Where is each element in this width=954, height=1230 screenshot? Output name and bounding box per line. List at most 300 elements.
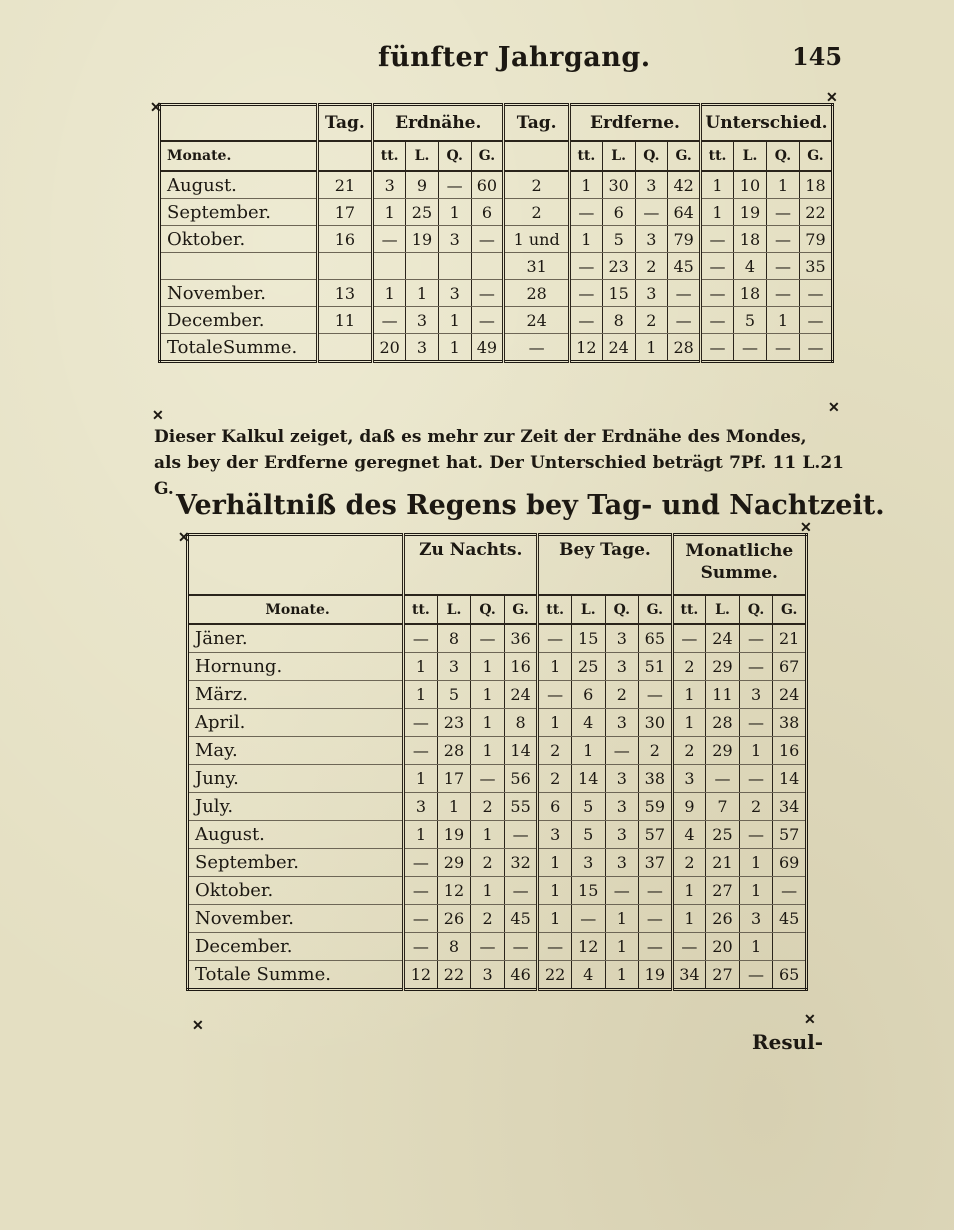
perigee-value-cell: 49 [471, 334, 504, 362]
unit-header: Q. [635, 141, 668, 171]
apogee-value-cell: — [569, 280, 602, 307]
col-header-day: Bey Tage. [538, 535, 672, 596]
unit-header: L. [437, 595, 471, 624]
unit-header: G. [668, 141, 701, 171]
night-value-cell: 1 [437, 793, 471, 821]
apogee-value-cell: 3 [635, 226, 668, 253]
perigee-value-cell: 1 [438, 334, 471, 362]
sum-value-cell: 65 [773, 961, 807, 990]
table-row [188, 765, 807, 793]
night-value-cell: 12 [437, 877, 471, 905]
day-value-cell: 3 [538, 821, 572, 849]
table-row [160, 334, 833, 362]
perigee-value-cell: 25 [406, 199, 439, 226]
difference-value-cell: 1 [766, 307, 799, 334]
table-unit-row [188, 595, 807, 624]
night-value-cell: 2 [471, 905, 505, 933]
sum-value-cell: — [773, 877, 807, 905]
day-value-cell: 1 [538, 849, 572, 877]
day-value-cell: 30 [639, 709, 673, 737]
day-cell: 2 [504, 171, 570, 199]
catchword: Resul- [752, 1030, 824, 1054]
day-cell: 13 [317, 280, 373, 307]
perigee-value-cell: 19 [406, 226, 439, 253]
sum-value-cell: 9 [672, 793, 706, 821]
sum-value-cell: 25 [706, 821, 740, 849]
apogee-value-cell: — [668, 307, 701, 334]
night-value-cell: 28 [437, 737, 471, 765]
sum-value-cell: 69 [773, 849, 807, 877]
day-value-cell: — [639, 681, 673, 709]
sum-value-cell: 2 [739, 793, 773, 821]
night-value-cell: 1 [471, 877, 505, 905]
night-value-cell: 56 [504, 765, 538, 793]
perigee-value-cell: 60 [471, 171, 504, 199]
day-value-cell: 6 [538, 793, 572, 821]
table-row [188, 681, 807, 709]
night-value-cell: 19 [437, 821, 471, 849]
night-value-cell: — [404, 877, 438, 905]
sum-value-cell: 21 [706, 849, 740, 877]
corner-cross-mark: ✕ [178, 530, 190, 546]
night-value-cell: 3 [471, 961, 505, 990]
unit-header: G. [471, 141, 504, 171]
sum-value-cell: — [739, 765, 773, 793]
month-cell: July. [188, 793, 404, 821]
month-cell: September. [160, 199, 318, 226]
night-value-cell: 8 [437, 624, 471, 653]
perigee-value-cell: 3 [406, 307, 439, 334]
perigee-value-cell [406, 253, 439, 280]
difference-value-cell: 35 [799, 253, 832, 280]
unit-header: Q. [438, 141, 471, 171]
difference-value-cell: 19 [734, 199, 767, 226]
apogee-value-cell: 15 [602, 280, 635, 307]
day-value-cell: 2 [538, 765, 572, 793]
day-value-cell: 1 [571, 737, 605, 765]
apogee-value-cell: 30 [602, 171, 635, 199]
night-value-cell: 1 [404, 681, 438, 709]
perigee-value-cell: 1 [438, 199, 471, 226]
day-value-cell: — [639, 905, 673, 933]
sum-value-cell: 4 [672, 821, 706, 849]
month-cell [160, 253, 318, 280]
sum-value-cell: 1 [672, 877, 706, 905]
month-cell: August. [160, 171, 318, 199]
day-value-cell: 12 [571, 933, 605, 961]
month-cell: December. [188, 933, 404, 961]
apogee-value-cell: 8 [602, 307, 635, 334]
sum-value-cell: 1 [672, 905, 706, 933]
difference-value-cell: — [799, 334, 832, 362]
day-value-cell: 5 [571, 821, 605, 849]
day-value-cell: 5 [571, 793, 605, 821]
table-row [160, 171, 833, 199]
day-value-cell: 65 [639, 624, 673, 653]
sum-value-cell: 1 [739, 737, 773, 765]
difference-value-cell: — [701, 307, 734, 334]
night-value-cell: 3 [404, 793, 438, 821]
day-cell: 1 und [504, 226, 570, 253]
day-night-rain-table [186, 533, 808, 991]
month-cell: März. [188, 681, 404, 709]
remark-line: Dieser Kalkul zeiget, daß es mehr zur Zeit der Erdnähe des Mondes, [154, 427, 807, 447]
apogee-value-cell: — [569, 307, 602, 334]
day-value-cell: 19 [639, 961, 673, 990]
unit-header: G. [504, 595, 538, 624]
sum-value-cell: 14 [773, 765, 807, 793]
sum-value-cell: 7 [706, 793, 740, 821]
night-value-cell: 2 [471, 793, 505, 821]
day-value-cell: 38 [639, 765, 673, 793]
day-value-cell: — [605, 737, 639, 765]
day-value-cell: 15 [571, 624, 605, 653]
col-header-monthly-sum: Monatliche Summe. [672, 535, 806, 596]
night-value-cell: 29 [437, 849, 471, 877]
apogee-value-cell: — [635, 199, 668, 226]
sum-value-cell: 2 [672, 849, 706, 877]
perigee-value-cell: 1 [438, 307, 471, 334]
table-row [188, 849, 807, 877]
difference-value-cell: 1 [701, 171, 734, 199]
remark-line: als bey der Erdferne geregnet hat. Der Unterschied beträgt 7Pf. 11 L.21 G. [154, 453, 844, 499]
page-number: 145 [792, 42, 843, 71]
apogee-value-cell: 45 [668, 253, 701, 280]
sum-value-cell: 29 [706, 653, 740, 681]
month-cell: August. [188, 821, 404, 849]
perigee-apogee-table [158, 103, 834, 363]
table-row [188, 933, 807, 961]
day-value-cell: — [571, 905, 605, 933]
night-value-cell: — [404, 905, 438, 933]
empty-cell [317, 141, 373, 171]
night-value-cell: 1 [404, 821, 438, 849]
day-value-cell: 14 [571, 765, 605, 793]
difference-value-cell: 18 [799, 171, 832, 199]
day-value-cell: 3 [605, 653, 639, 681]
table-header-row [160, 105, 833, 142]
sum-value-cell: 26 [706, 905, 740, 933]
day-value-cell: — [538, 933, 572, 961]
night-value-cell: 1 [404, 765, 438, 793]
sum-value-cell: 21 [773, 624, 807, 653]
night-value-cell: — [404, 624, 438, 653]
difference-value-cell: 4 [734, 253, 767, 280]
night-value-cell: 1 [471, 821, 505, 849]
month-cell: TotaleSumme. [160, 334, 318, 362]
perigee-value-cell: — [373, 307, 406, 334]
day-cell: 21 [317, 171, 373, 199]
unit-header: G. [799, 141, 832, 171]
table-corner-cell [160, 105, 318, 142]
night-value-cell: 8 [504, 709, 538, 737]
sum-value-cell: 57 [773, 821, 807, 849]
night-value-cell: — [504, 821, 538, 849]
night-value-cell: 14 [504, 737, 538, 765]
difference-value-cell: — [799, 307, 832, 334]
perigee-value-cell: 3 [438, 280, 471, 307]
sum-value-cell [773, 933, 807, 961]
apogee-value-cell: 2 [635, 253, 668, 280]
table-row [188, 905, 807, 933]
table-row [160, 226, 833, 253]
difference-value-cell: — [799, 280, 832, 307]
night-value-cell: 26 [437, 905, 471, 933]
day-value-cell: 2 [639, 737, 673, 765]
sum-value-cell: 27 [706, 877, 740, 905]
perigee-value-cell: 1 [373, 199, 406, 226]
day-cell [317, 334, 373, 362]
unit-header: Q. [739, 595, 773, 624]
corner-cross-mark: ✕ [804, 1012, 816, 1028]
perigee-value-cell [438, 253, 471, 280]
table-row [160, 280, 833, 307]
night-value-cell: 1 [404, 653, 438, 681]
difference-value-cell: — [701, 334, 734, 362]
night-value-cell: — [504, 877, 538, 905]
night-value-cell: 8 [437, 933, 471, 961]
running-title: fünfter Jahrgang. [378, 42, 651, 73]
sum-value-cell: 1 [672, 709, 706, 737]
sum-value-cell: 1 [739, 933, 773, 961]
difference-value-cell: 1 [766, 171, 799, 199]
sum-value-cell: 20 [706, 933, 740, 961]
perigee-value-cell [471, 253, 504, 280]
night-value-cell: 55 [504, 793, 538, 821]
day-value-cell: 1 [605, 933, 639, 961]
sum-value-cell: 28 [706, 709, 740, 737]
perigee-value-cell: 3 [373, 171, 406, 199]
day-value-cell: — [639, 933, 673, 961]
sum-value-cell: 1 [739, 849, 773, 877]
table-row [188, 821, 807, 849]
day-value-cell: 6 [571, 681, 605, 709]
day-value-cell: 1 [538, 905, 572, 933]
perigee-value-cell: — [471, 226, 504, 253]
day-value-cell: 59 [639, 793, 673, 821]
day-value-cell: 4 [571, 961, 605, 990]
unit-header: tt. [373, 141, 406, 171]
day-value-cell: 3 [605, 793, 639, 821]
apogee-value-cell: 1 [569, 171, 602, 199]
sum-value-cell: 1 [672, 681, 706, 709]
empty-cell [504, 141, 570, 171]
day-value-cell: 37 [639, 849, 673, 877]
unit-header: tt. [404, 595, 438, 624]
day-cell [317, 253, 373, 280]
night-value-cell: 17 [437, 765, 471, 793]
night-value-cell: 32 [504, 849, 538, 877]
sum-value-cell: 29 [706, 737, 740, 765]
day-value-cell: 1 [538, 709, 572, 737]
sum-value-cell: 2 [672, 653, 706, 681]
day-value-cell: 3 [605, 765, 639, 793]
month-cell: Oktober. [188, 877, 404, 905]
unit-header: L. [734, 141, 767, 171]
day-cell: 24 [504, 307, 570, 334]
day-value-cell: 3 [605, 709, 639, 737]
night-value-cell: — [404, 737, 438, 765]
table-row [188, 961, 807, 990]
table-row [188, 709, 807, 737]
apogee-value-cell: 3 [635, 171, 668, 199]
table-row [160, 307, 833, 334]
month-cell: May. [188, 737, 404, 765]
months-label: Monate. [160, 141, 318, 171]
night-value-cell: 46 [504, 961, 538, 990]
perigee-value-cell [373, 253, 406, 280]
difference-value-cell: 18 [734, 280, 767, 307]
perigee-value-cell: — [438, 171, 471, 199]
difference-value-cell: 18 [734, 226, 767, 253]
table-row [160, 253, 833, 280]
table-row [188, 737, 807, 765]
sum-value-cell: — [739, 653, 773, 681]
apogee-value-cell: 2 [635, 307, 668, 334]
day-value-cell: 2 [538, 737, 572, 765]
apogee-value-cell: 1 [569, 226, 602, 253]
apogee-value-cell: — [668, 280, 701, 307]
col-header-night: Zu Nachts. [404, 535, 538, 596]
difference-value-cell: 5 [734, 307, 767, 334]
month-cell: Jäner. [188, 624, 404, 653]
apogee-value-cell: 3 [635, 280, 668, 307]
sum-value-cell: 27 [706, 961, 740, 990]
month-cell: December. [160, 307, 318, 334]
night-value-cell: 24 [504, 681, 538, 709]
perigee-value-cell: — [373, 226, 406, 253]
night-value-cell: 16 [504, 653, 538, 681]
perigee-value-cell: 3 [406, 334, 439, 362]
difference-value-cell: — [701, 253, 734, 280]
unit-header: Q. [471, 595, 505, 624]
sum-value-cell: 24 [773, 681, 807, 709]
sum-value-cell: 34 [672, 961, 706, 990]
apogee-value-cell: 12 [569, 334, 602, 362]
apogee-value-cell: 42 [668, 171, 701, 199]
day-cell: 11 [317, 307, 373, 334]
perigee-value-cell: 3 [438, 226, 471, 253]
month-cell: September. [188, 849, 404, 877]
night-value-cell: 22 [437, 961, 471, 990]
col-header-day: Tag. [504, 105, 570, 142]
corner-cross-mark: ✕ [828, 400, 840, 416]
night-value-cell: — [404, 933, 438, 961]
day-cell: 2 [504, 199, 570, 226]
col-header-day: Tag. [317, 105, 373, 142]
apogee-value-cell: 64 [668, 199, 701, 226]
day-value-cell: 3 [605, 624, 639, 653]
night-value-cell: 1 [471, 653, 505, 681]
night-value-cell: 1 [471, 737, 505, 765]
corner-cross-mark: ✕ [800, 520, 812, 536]
col-header-difference: Unterschied. [701, 105, 833, 142]
month-cell: November. [188, 905, 404, 933]
day-value-cell: 51 [639, 653, 673, 681]
perigee-value-cell: — [471, 280, 504, 307]
day-value-cell: 1 [605, 905, 639, 933]
difference-value-cell: — [701, 226, 734, 253]
day-value-cell: — [605, 877, 639, 905]
sum-value-cell: — [706, 765, 740, 793]
night-value-cell: 2 [471, 849, 505, 877]
perigee-value-cell: — [471, 307, 504, 334]
night-value-cell: 36 [504, 624, 538, 653]
difference-value-cell: 79 [799, 226, 832, 253]
night-value-cell: 45 [504, 905, 538, 933]
unit-header: tt. [701, 141, 734, 171]
sum-value-cell: 38 [773, 709, 807, 737]
day-value-cell: 3 [605, 849, 639, 877]
sum-value-cell: — [739, 821, 773, 849]
table-header-row [188, 535, 807, 596]
day-value-cell: 1 [538, 653, 572, 681]
sum-value-cell: 3 [672, 765, 706, 793]
unit-header: tt. [569, 141, 602, 171]
perigee-value-cell: 1 [406, 280, 439, 307]
day-value-cell: 1 [538, 877, 572, 905]
day-value-cell: 4 [571, 709, 605, 737]
month-cell: Oktober. [160, 226, 318, 253]
sum-value-cell: 11 [706, 681, 740, 709]
col-header-apogee: Erdferne. [569, 105, 700, 142]
unit-header: Q. [766, 141, 799, 171]
difference-value-cell: — [734, 334, 767, 362]
day-cell: 17 [317, 199, 373, 226]
night-value-cell: 12 [404, 961, 438, 990]
sum-value-cell: 67 [773, 653, 807, 681]
difference-value-cell: — [701, 280, 734, 307]
table-row [188, 624, 807, 653]
apogee-value-cell: 24 [602, 334, 635, 362]
sum-value-cell: — [739, 709, 773, 737]
difference-value-cell: — [766, 199, 799, 226]
night-value-cell: — [404, 709, 438, 737]
table-unit-row [160, 141, 833, 171]
unit-header: L. [706, 595, 740, 624]
difference-value-cell: — [766, 253, 799, 280]
unit-header: Q. [605, 595, 639, 624]
night-value-cell: 23 [437, 709, 471, 737]
unit-header: tt. [538, 595, 572, 624]
corner-cross-mark: ✕ [826, 90, 838, 106]
difference-value-cell: — [766, 334, 799, 362]
table-row [188, 653, 807, 681]
day-value-cell: 3 [605, 821, 639, 849]
night-value-cell: 3 [437, 653, 471, 681]
unit-header: G. [773, 595, 807, 624]
table-body [160, 171, 833, 362]
day-value-cell: 3 [571, 849, 605, 877]
table-row [160, 199, 833, 226]
apogee-value-cell: 23 [602, 253, 635, 280]
difference-value-cell: — [766, 280, 799, 307]
day-value-cell: — [639, 877, 673, 905]
unit-header: G. [639, 595, 673, 624]
month-cell: Totale Summe. [188, 961, 404, 990]
difference-value-cell: 22 [799, 199, 832, 226]
table-body [188, 624, 807, 990]
sum-value-cell: 3 [739, 905, 773, 933]
perigee-value-cell: 9 [406, 171, 439, 199]
sum-value-cell: — [672, 624, 706, 653]
months-label: Monate. [188, 595, 404, 624]
sum-value-cell: — [739, 961, 773, 990]
day-cell: 31 [504, 253, 570, 280]
sum-value-cell: 34 [773, 793, 807, 821]
unit-header: tt. [672, 595, 706, 624]
difference-value-cell: 10 [734, 171, 767, 199]
